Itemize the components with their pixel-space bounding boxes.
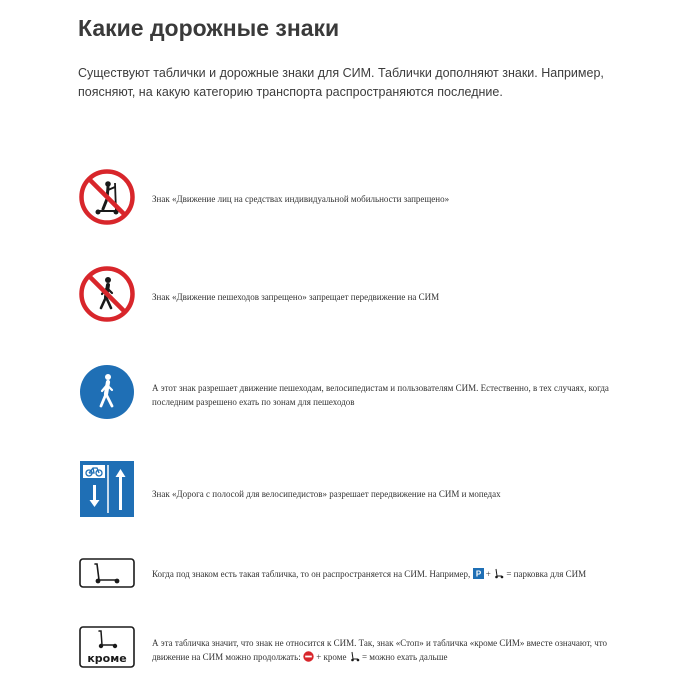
sign-description: Знак «Движение лиц на средствах индивидуальной мобильности запрещено»: [152, 194, 450, 204]
bicycle-lane-sign-icon: [80, 461, 134, 517]
intro-paragraph: Существуют таблички и дорожные знаки для СИМ. Таблички дополняют знаки. Например, поясняют, на какую категорию транспорта распространяются последние.: [78, 66, 604, 99]
sign-description: [152, 636, 632, 666]
sign-description: Знак «Движение пешеходов запрещено» запрещает передвижение на СИМ: [152, 292, 440, 302]
description-text: движение на СИМ можно продолжать:: [152, 652, 301, 662]
sign-description: [152, 567, 586, 583]
svg-text:P: P: [475, 569, 481, 579]
scooter-plate-icon: [79, 558, 135, 588]
description-text: Когда под знаком есть такая табличка, то он распространяется на СИМ. Например,: [152, 569, 471, 579]
except-scooter-plate-icon: [79, 626, 135, 668]
sign-description: Знак «Дорога с полосой для велосипедистов» разрешает передвижение на СИМ и мопедах: [152, 489, 501, 499]
description-text: + кроме: [316, 652, 347, 662]
scooter-icon: [493, 568, 504, 583]
description-text: = парковка для СИМ: [506, 569, 587, 579]
description-text: = можно ехать дальше: [361, 652, 448, 662]
plus-icon: +: [485, 569, 491, 579]
plate-label: кроме: [87, 652, 127, 665]
scooter-icon: [349, 651, 360, 666]
no-personal-mobility-sign-icon: [79, 169, 135, 225]
sign-description: А этот знак разрешает движение пешеходам, велосипедистам и пользователям СИМ. Естественно, в тех случаях, когда последним разрешено ехать по зонам для пешеходов: [152, 383, 609, 407]
description-text: А эта табличка значит, что знак не относится к СИМ. Так, знак «Стоп» и табличка «кроме СИМ» вместе означают, что: [152, 638, 608, 648]
parking-sign-icon: [473, 568, 484, 583]
pedestrian-path-sign-icon: [79, 364, 135, 420]
stop-sign-icon: [303, 651, 314, 666]
page-title: Какие дорожные знаки: [78, 15, 340, 41]
no-pedestrians-sign-icon: [79, 266, 135, 322]
